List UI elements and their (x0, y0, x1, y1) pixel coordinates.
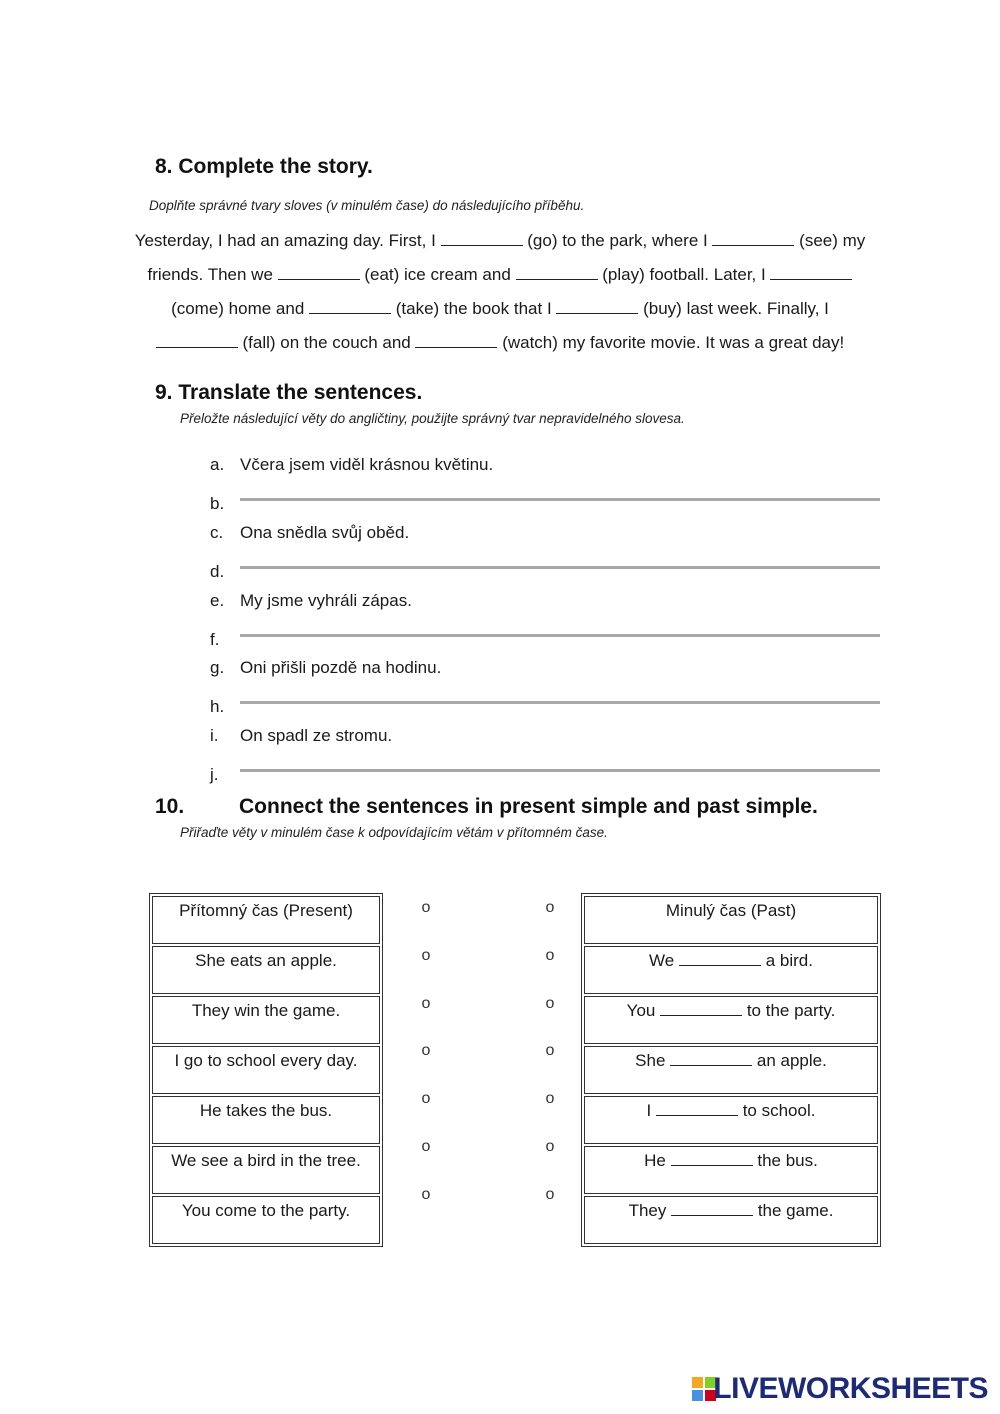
story-line (110, 258, 890, 292)
right-connect-dot[interactable]: o (545, 994, 555, 1012)
translate-item (210, 591, 412, 611)
past-table (581, 893, 881, 1247)
right-connect-dot[interactable]: o (545, 899, 555, 916)
text-fragment: friends. Then we (147, 265, 278, 284)
answer-blank[interactable] (516, 265, 598, 280)
section-9-instruction: Přeložte následující věty do angličtiny, použijte správný tvar nepravidelného slovesa. (180, 411, 685, 426)
text-fragment: Minulý čas (Past) (665, 901, 797, 920)
present-sentence-cell: We see a bird in the tree. (152, 1146, 380, 1194)
text-fragment: (play) football. Later, I (597, 265, 771, 284)
item-letter: h. (210, 697, 225, 717)
text-fragment: (see) my (794, 231, 866, 250)
right-connect-dot[interactable]: o (545, 1090, 555, 1108)
text-fragment: You (626, 1001, 661, 1020)
answer-blank[interactable] (770, 265, 852, 280)
translate-item (210, 630, 240, 650)
liveworksheets-logo: LIVEWORKSHEETS (713, 1372, 988, 1405)
section-8-title: 8. Complete the story. (155, 155, 373, 178)
text-fragment: the game. (753, 1201, 834, 1220)
story-line (110, 292, 890, 326)
text-fragment: He (644, 1151, 671, 1170)
answer-line[interactable] (240, 498, 880, 501)
translate-item (210, 697, 240, 717)
item-letter: e. (210, 590, 225, 610)
translate-item (210, 562, 240, 582)
czech-sentence: On spadl ze stromu. (240, 726, 393, 746)
czech-sentence: Ona snědla svůj oběd. (240, 522, 410, 542)
item-letter: a. (210, 455, 225, 474)
right-connect-dot[interactable]: o (545, 1185, 555, 1203)
right-connect-dot[interactable]: o (545, 1138, 555, 1155)
section-10-title: Connect the sentences in present simple and past simple. (239, 795, 818, 818)
answer-line[interactable] (240, 701, 880, 704)
answer-line[interactable] (240, 566, 880, 569)
present-sentence-cell: You come to the party. (152, 1196, 380, 1244)
answer-blank[interactable] (660, 1001, 742, 1016)
left-connect-dot[interactable]: o (421, 994, 431, 1012)
text-fragment: She (635, 1051, 671, 1070)
present-sentence-cell: She eats an apple. (152, 946, 380, 994)
translate-item (210, 523, 409, 543)
answer-blank[interactable] (309, 299, 391, 314)
answer-blank[interactable] (670, 1051, 752, 1066)
answer-line[interactable] (240, 769, 880, 772)
text-fragment: (take) the book that I (391, 299, 557, 318)
present-header-cell: Přítomný čas (Present) (152, 896, 380, 944)
present-table (149, 893, 383, 1247)
past-sentence-cell (584, 996, 878, 1044)
item-letter: i. (210, 726, 219, 746)
item-letter: d. (210, 561, 225, 581)
czech-sentence: My jsme vyhráli zápas. (240, 590, 412, 610)
translate-item (210, 455, 493, 475)
answer-blank[interactable] (679, 951, 761, 966)
story-paragraph (110, 224, 890, 360)
left-connect-dot[interactable]: o (421, 1090, 431, 1108)
left-connect-dot[interactable]: o (421, 946, 431, 964)
text-fragment: to school. (737, 1101, 816, 1120)
text-fragment: They (628, 1201, 672, 1220)
answer-blank[interactable] (556, 299, 638, 314)
present-sentence-cell: He takes the bus. (152, 1096, 380, 1144)
present-sentence-cell: I go to school every day. (152, 1046, 380, 1094)
past-sentence-cell (584, 1046, 878, 1094)
past-sentence-cell (584, 946, 878, 994)
answer-blank[interactable] (415, 333, 497, 348)
answer-blank[interactable] (712, 231, 794, 246)
text-fragment: (come) home and (171, 299, 310, 318)
item-letter: j. (210, 765, 219, 785)
past-sentence-cell (584, 1196, 878, 1244)
answer-blank[interactable] (441, 231, 523, 246)
text-fragment: Yesterday, I had an amazing day. First, I (134, 231, 441, 250)
section-10-number: 10. (155, 795, 185, 818)
translate-item (210, 726, 392, 746)
story-line (110, 326, 890, 360)
answer-blank[interactable] (278, 265, 360, 280)
left-connect-dot[interactable]: o (421, 1042, 431, 1060)
translate-item (210, 658, 441, 678)
item-letter: b. (210, 494, 225, 513)
text-fragment: (fall) on the couch and (237, 333, 416, 352)
text-fragment: to the party. (742, 1001, 836, 1020)
section-8-instruction: Doplňte správné tvary sloves (v minulém čase) do následujícího příběhu. (149, 198, 585, 213)
text-fragment: (go) to the park, where I (522, 231, 713, 250)
text-fragment: (watch) my favorite movie. It was a great day! (497, 333, 845, 352)
text-fragment: I (646, 1101, 656, 1120)
text-fragment: We (649, 951, 679, 970)
answer-blank[interactable] (156, 333, 238, 348)
right-connect-dot[interactable]: o (545, 946, 555, 964)
story-line (110, 224, 890, 258)
past-sentence-cell (584, 1146, 878, 1194)
translate-item (210, 494, 240, 514)
answer-line[interactable] (240, 634, 880, 637)
answer-blank[interactable] (671, 1151, 753, 1166)
text-fragment: (eat) ice cream and (359, 265, 516, 284)
past-sentence-cell (584, 1096, 878, 1144)
item-letter: g. (210, 658, 225, 678)
section-10-instruction: Přiřaďte věty v minulém čase k odpovídajícím větám v přítomném čase. (180, 825, 608, 840)
translate-item (210, 765, 240, 785)
item-letter: c. (210, 522, 224, 542)
text-fragment: the bus. (752, 1151, 818, 1170)
right-connect-dot[interactable]: o (545, 1042, 555, 1060)
left-connect-dot[interactable]: o (421, 899, 431, 916)
left-connect-dot[interactable]: o (421, 1185, 431, 1203)
czech-sentence: Oni přišli pozdě na hodinu. (240, 658, 442, 678)
item-letter: f. (210, 629, 220, 649)
past-header-cell (584, 896, 878, 944)
text-fragment: (buy) last week. Finally, I (638, 299, 829, 318)
left-connect-dot[interactable]: o (421, 1138, 431, 1155)
answer-blank[interactable] (656, 1101, 738, 1116)
answer-blank[interactable] (671, 1201, 753, 1216)
text-fragment: a bird. (760, 951, 813, 970)
section-9-title: 9. Translate the sentences. (155, 381, 423, 404)
present-sentence-cell: They win the game. (152, 996, 380, 1044)
text-fragment: an apple. (752, 1051, 827, 1070)
czech-sentence: Včera jsem viděl krásnou květinu. (240, 455, 494, 474)
